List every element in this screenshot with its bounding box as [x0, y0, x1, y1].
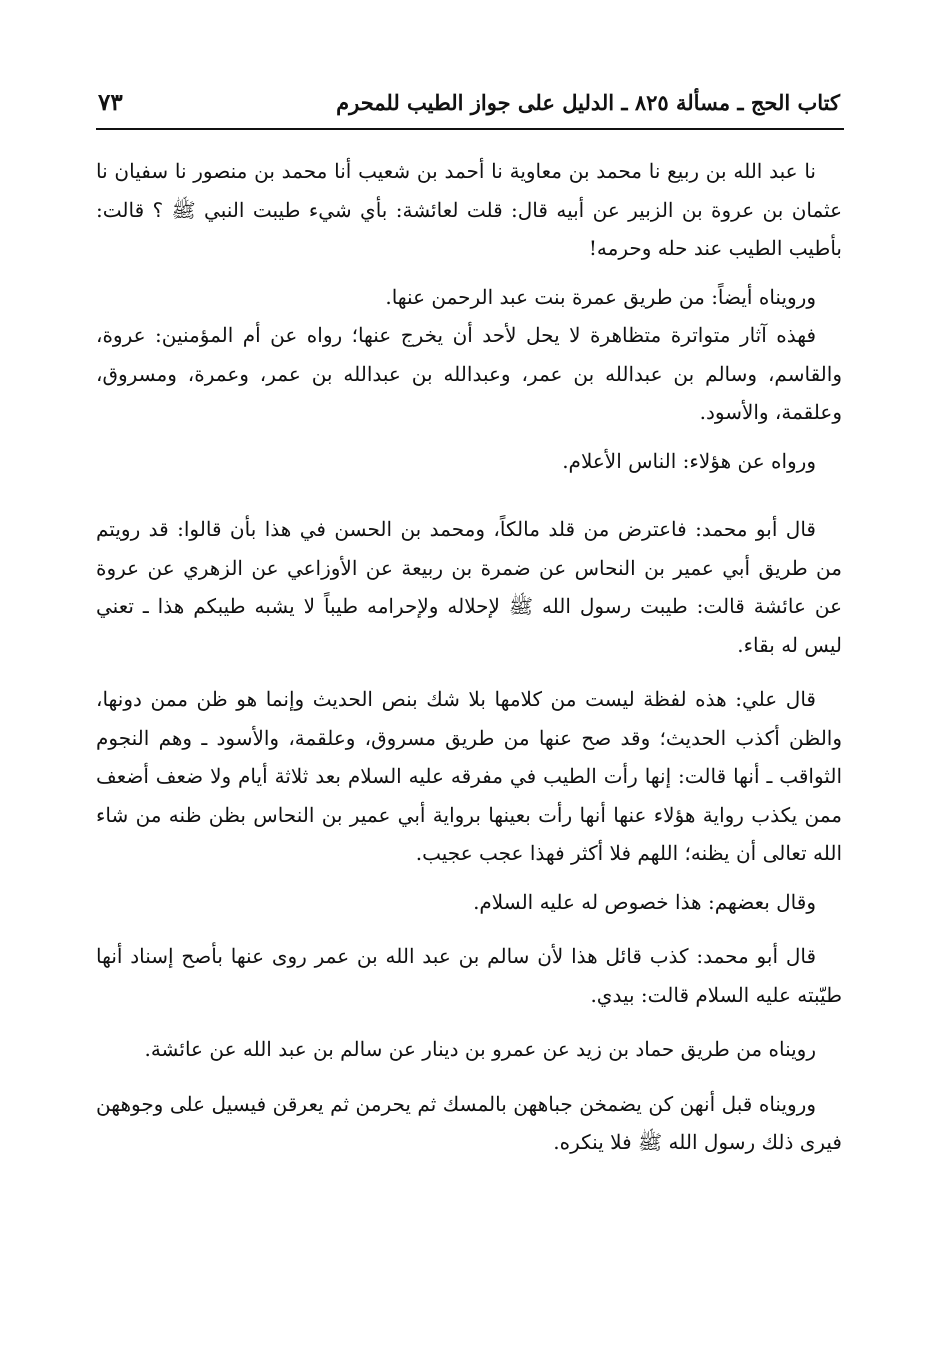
body-text: [96, 152, 842, 1162]
paragraph: ورويناه قبل أنهن كن يضمخن جباههن بالمسك ثم يحرمن ثم يعرقن فيسيل على وجوههن فيرى ذلك رسول الله ﷺ فلا ينكره.: [96, 1091, 842, 1154]
paragraph: وقال بعضهم: هذا خصوص له عليه السلام.: [473, 889, 816, 914]
running-header: [98, 82, 840, 122]
paragraph: ورويناه أيضاً: من طريق عمرة بنت عبد الرحمن عنها.: [385, 284, 816, 309]
paragraph: فهذه آثار متواترة متظاهرة لا يحل لأحد أن يخرج عنها؛ رواه عن أم المؤمنين: عروة، والقاسم، وسالم بن عبدالله بن عمر، وعبدالله بن عبدالله بن عمر، وعمرة، ومسروق، وعلقمة، والأسود.: [96, 323, 842, 424]
paragraph: نا عبد الله بن ربيع نا محمد بن معاوية نا أحمد بن شعيب أنا محمد بن منصور نا سفيان نا عثمان بن عروة بن الزبير عن أبيه قال: قلت لعائشة: بأي شيء طيبت النبي ﷺ ؟ قالت: بأطيب الطيب عند حله وحرمه!: [96, 159, 842, 260]
header-title: كتاب الحج ـ مسألة ٨٢٥ ـ الدليل على جواز الطيب للمحرم: [336, 89, 840, 115]
header-divider: [96, 128, 844, 130]
paragraph: قال أبو محمد: كذب قائل هذا لأن سالم بن عبد الله بن عمر روى عنها بأصح إسناد أنها طيّبته عليه السلام قالت: بيدي.: [96, 944, 842, 1007]
page-number: ٧٣: [98, 88, 123, 116]
paragraph: قال علي: هذه لفظة ليست من كلامها بلا شك بنص الحديث وإنما هو ظن ممن دونها، والظن أكذب الحديث؛ وقد صح عنها من طريق مسروق، وعلقمة، والأسود ـ وهم النجوم الثواقب ـ أنها قالت: إنها رأت الطيب في مفرقه عليه السلام بعد ثلاثة أيام ولا ضعف أضعف ممن يكذب رواية هؤلاء عنها أنها رأت بعينها برواية أبي عمير بن النحاس بظن ظنه من شاء الله تعالى أن يظنه؛ اللهم فلا أكثر فهذا عجب عجيب.: [96, 687, 842, 865]
paragraph: قال أبو محمد: فاعترض من قلد مالكاً، ومحمد بن الحسن في هذا بأن قالوا: قد رويتم من طريق أبي عمير بن النحاس عن ضمرة بن ربيعة عن الأوزاعي عن الزهري عن عروة عن عائشة قالت: طيبت رسول الله ﷺ لإحلاله ولإحرامه طيباً لا يشبه طيبكم هذا ـ تعني ليس له بقاء.: [96, 517, 842, 657]
paragraph: رويناه من طريق حماد بن زيد عن عمرو بن دينار عن سالم بن عبد الله عن عائشة.: [144, 1037, 816, 1061]
paragraph: ورواه عن هؤلاء: الناس الأعلام.: [562, 448, 816, 473]
